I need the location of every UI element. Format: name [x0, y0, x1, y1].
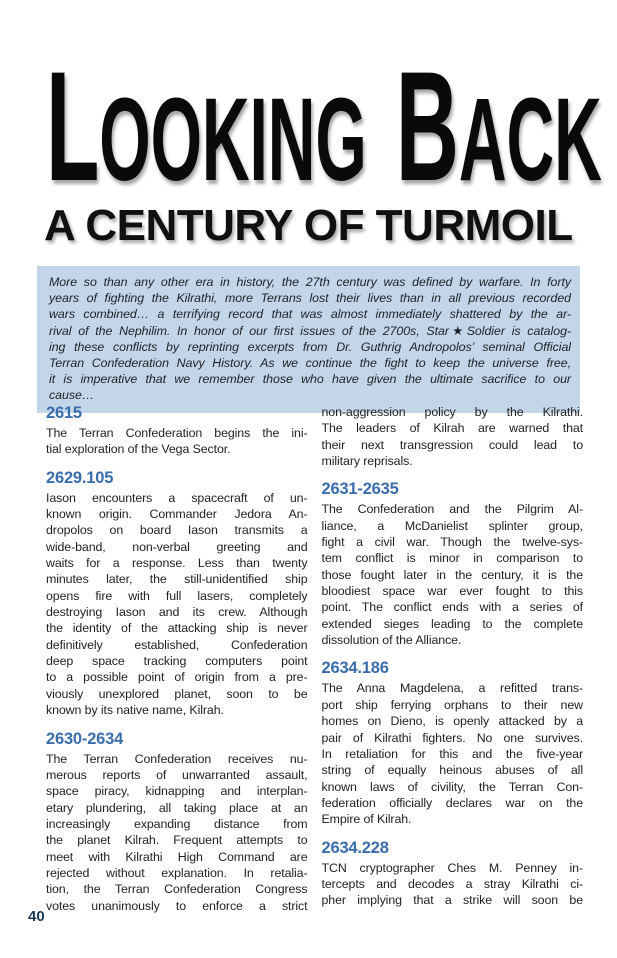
timeline-columns [46, 404, 583, 925]
timeline-entry-text-line: tial exploration of the Vega Sector. [46, 442, 231, 457]
timeline-entry [322, 659, 584, 827]
timeline-entry-text-line: viously unexplored planet, soon to be [46, 686, 308, 701]
timeline-entry [322, 404, 584, 469]
page-title [46, 40, 602, 214]
intro-line: rival of the Nephilim. In honor of our first issues of the 2700s, Star★Soldier is catalog- [49, 323, 571, 338]
timeline-entry [46, 730, 308, 914]
title-word-rest: ACK [458, 74, 602, 206]
timeline-entry-text-line: rejected without explanation. In retalia- [46, 865, 308, 880]
timeline-entry-text-line: their next transgression could lead to [321, 437, 583, 452]
timeline-entry-text-line: point. The conflict ends with a series of [321, 600, 583, 615]
timeline-entry-date: 2634.228 [321, 838, 389, 857]
timeline-entry-text-line: non-aggression policy by the Kilrathi. [321, 405, 583, 419]
timeline-entry-text-line: minutes later, the still-unidentified ship [46, 572, 308, 587]
intro-line: cause… [49, 388, 95, 403]
timeline-entry-text-line: military reprisals. [321, 454, 413, 469]
timeline-entry [46, 469, 308, 719]
timeline-entry-text-line: Empire of Kilrah. [321, 812, 412, 827]
intro-line: years of fighting the Kilrathi, more Terrans lost their lives than in all previous recorded [49, 291, 571, 306]
timeline-entry-text-line: space piracy, kidnapping and interplan- [46, 784, 308, 799]
timeline-entry-text-line: the identity of the attacking ship is never [46, 621, 308, 636]
timeline-column-right [322, 404, 584, 925]
intro-line: it is imperative that we remember those who have given the ultimate sacrifice to our [49, 372, 571, 387]
timeline-entry-text-line: tion, the Terran Confederation Congress [46, 882, 308, 897]
timeline-entry-text-line: pher implying that a strike will soon be [321, 893, 583, 908]
timeline-entry-text-line: liance, a McDanielist splinter group, [321, 518, 583, 533]
intro-line: Terran Confederation Navy History. As we continue the fight to keep the universe free, [49, 356, 571, 371]
page-subtitle: A CENTURY OF TURMOIL [44, 201, 573, 250]
timeline-entry-text-line: fight a civil war. Though the twelve-sys- [321, 535, 583, 550]
timeline-entry-text-line: federation officially declares war on the [321, 795, 583, 810]
timeline-entry-text-line: known origin. Commander Jedora An- [46, 507, 308, 522]
timeline-entry-text-line: known laws of civility, the Terran Con- [321, 779, 583, 794]
timeline-entry-text-line: In retaliation for this and the five-year [321, 746, 583, 761]
timeline-entry-text-line: deep space tracking computers point [46, 654, 308, 669]
title-initial-cap: B [395, 40, 459, 214]
intro-line: ing these conflicts by reprinting excerpts from Dr. Guthrig Andropolos’ seminal Official [49, 339, 571, 354]
timeline-entry-date: 2615 [46, 404, 82, 422]
timeline-entry-text-line: dissolution of the Alliance. [321, 633, 462, 648]
timeline-entry-text-line: TCN cryptographer Ches M. Penney in- [321, 860, 583, 875]
timeline-entry-text-line: definitively established, Confederation [46, 637, 308, 652]
timeline-entry-text-line: The Terran Confederation begins the ini- [46, 426, 308, 440]
timeline-entry-date: 2629.105 [46, 468, 114, 487]
timeline-entry-text-line: votes unanimously to enforce a strict [46, 898, 308, 913]
timeline-entry-text-line: those fought later in the century, it is the [321, 567, 583, 582]
timeline-entry [322, 480, 584, 648]
timeline-entry-text-line: bloodiest space war ever fought to this [321, 584, 583, 599]
timeline-entry-text-line: pair of Kilrathi fighters. No one survives. [321, 730, 583, 745]
timeline-entry-text-line: destroying Iason and its crew. Although [46, 605, 308, 620]
page-number: 40 [28, 908, 45, 925]
timeline-entry-text-line: merous reports of unwarranted assault, [46, 767, 308, 782]
title-initial-cap: L [46, 40, 100, 214]
timeline-entry-text-line: meet with Kilrathi High Command are [46, 849, 308, 864]
timeline-entry-text-line: homes on Dieno, is openly attacked by a [321, 714, 583, 729]
timeline-entry-date: 2631-2635 [321, 480, 399, 499]
timeline-entry-date: 2634.186 [321, 659, 389, 678]
timeline-entry-text-line: waits for a response. Less than twenty [46, 556, 308, 571]
timeline-entry-text-line: known by its native name, Kilrah. [46, 703, 224, 718]
timeline-entry-text-line: port ship ferrying orphans to their new [321, 697, 583, 712]
timeline-entry-text-line: tercepts and decodes a stray Kilrathi ci- [321, 876, 583, 891]
timeline-entry-text-line: wide-band, non-verbal greeting and [46, 539, 308, 554]
title-word-rest: OOKING [99, 74, 367, 206]
timeline-entry-text-line: opens fire with full lasers, completely [46, 588, 308, 603]
timeline-entry-text-line: dropolos on board Iason transmits a [46, 523, 308, 538]
timeline-entry-text-line: The Confederation and the Pilgrim Al- [321, 502, 583, 517]
timeline-entry-date: 2630-2634 [46, 729, 124, 748]
timeline-entry-text-line: to a possible point of origin from a pre- [46, 670, 308, 685]
timeline-entry [322, 839, 584, 909]
timeline-entry-text-line: string of equally heinous abuses of all [321, 763, 583, 778]
timeline-entry-text-line: The leaders of Kilrah are warned that [321, 421, 583, 436]
timeline-entry-text-line: The Terran Confederation receives nu- [46, 751, 308, 766]
timeline-entry-text-line: the planet Kilrah. Frequent attempts to [46, 833, 308, 848]
timeline-entry-text-line: increasingly expanding distance from [46, 816, 308, 831]
timeline-entry [46, 404, 308, 458]
timeline-column-left [46, 404, 308, 925]
timeline-entry-text-line: extended sieges leading to the complete [321, 616, 583, 631]
timeline-entry-text-line: etary plundering, all taking place at an [46, 800, 308, 815]
intro-box [37, 266, 580, 413]
intro-line: More so than any other era in history, the 27th century was defined by warfare. In forty [49, 275, 571, 289]
timeline-entry-text-line: The Anna Magdelena, a refitted trans- [321, 681, 583, 696]
timeline-entry-text-line: Iason encounters a spacecraft of un- [46, 490, 308, 505]
timeline-entry-text-line: tem conflict is minor in comparison to [321, 551, 583, 566]
intro-line: wars combined… a terrifying record that was almost immediately shattered by the ar- [49, 307, 571, 322]
